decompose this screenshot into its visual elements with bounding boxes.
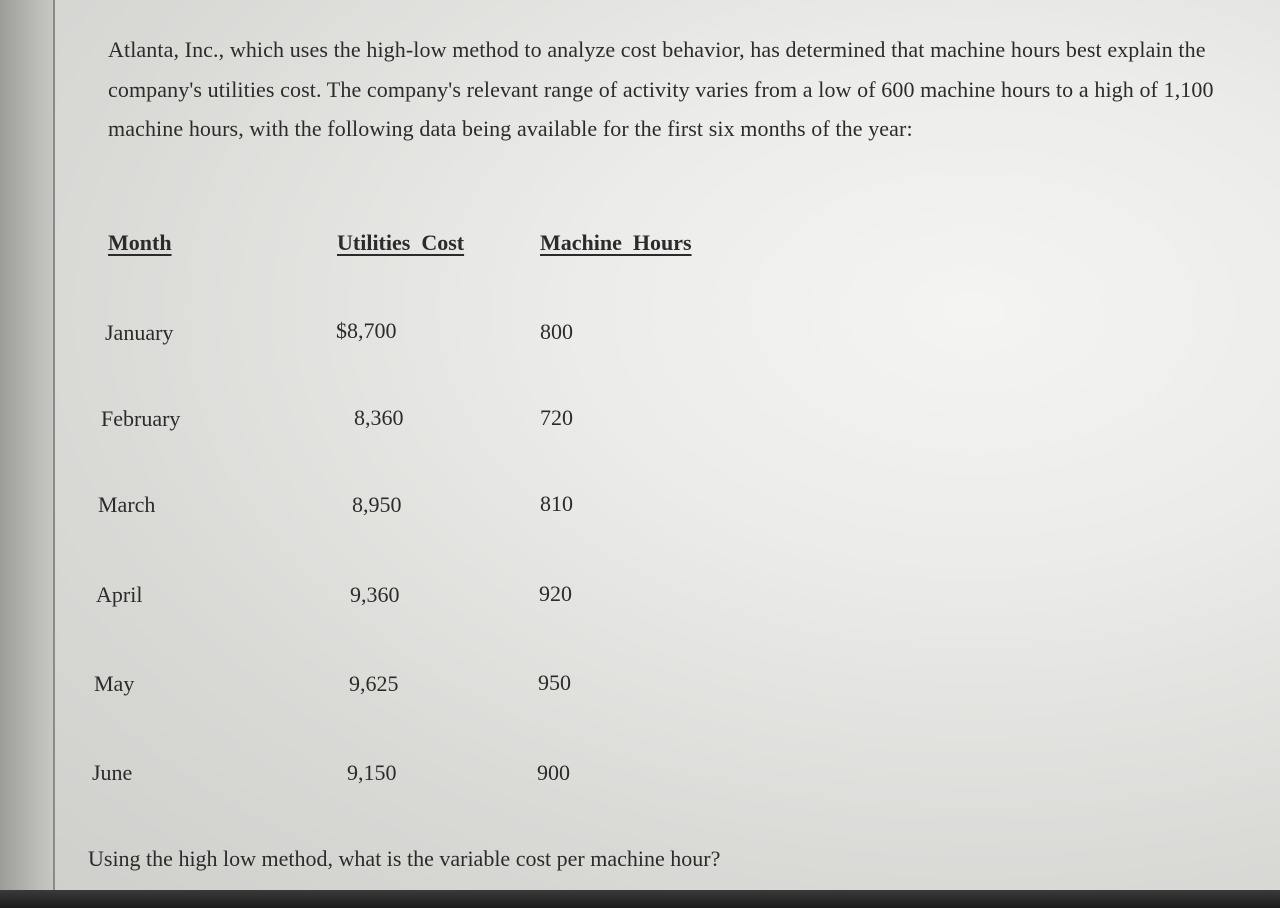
table-row-hours: 950 bbox=[538, 670, 571, 695]
column-header-utilities-cost: Utilities Cost bbox=[337, 230, 465, 255]
table-row-cost: 8,950 bbox=[352, 492, 402, 517]
table-row-month: March bbox=[98, 492, 156, 517]
problem-intro-text: Atlanta, Inc., which uses the high-low method to analyze cost behavior, has determined that machine hours best explain the company's utilities cost. The company's relevant range of activity varies from a low of 600 machine hours to a high of 1,100 machine hours, with the following data being available for the first six months of the year: bbox=[108, 37, 1214, 141]
table-row-hours: 920 bbox=[539, 581, 572, 606]
table-row-hours: 900 bbox=[537, 760, 570, 785]
table-row-month: June bbox=[92, 760, 133, 785]
left-margin-background bbox=[0, 0, 56, 890]
table-row-hours: 810 bbox=[540, 491, 573, 516]
monitor-bottom-bezel bbox=[0, 890, 1280, 908]
column-header-machine-hours: Machine Hours bbox=[540, 230, 692, 255]
table-row-month: April bbox=[96, 582, 143, 607]
table-row-cost: 9,150 bbox=[347, 760, 397, 785]
table-row-cost: 9,360 bbox=[350, 582, 400, 607]
table-row-month: January bbox=[105, 320, 174, 345]
question-text: Using the high low method, what is the variable cost per machine hour? bbox=[88, 846, 721, 871]
table-row-month: February bbox=[101, 406, 181, 431]
table-row-hours: 800 bbox=[540, 319, 573, 344]
column-header-month: Month bbox=[108, 230, 172, 255]
table-row-cost: 9,625 bbox=[349, 671, 399, 696]
table-row-month: May bbox=[94, 671, 135, 696]
table-row-cost: $8,700 bbox=[336, 318, 397, 343]
table-row-hours: 720 bbox=[540, 405, 573, 430]
table-row-cost: 8,360 bbox=[354, 405, 404, 430]
